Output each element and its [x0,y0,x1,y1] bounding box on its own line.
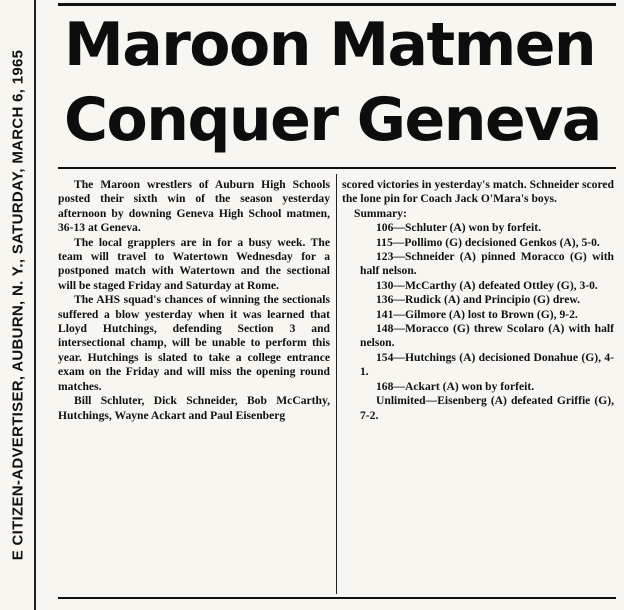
summary-entry: 123—Schneider (A) pinned Moracco (G) with half nelson. [360,250,614,278]
summary-entry: Unlimited—Eisenberg (A) defeated Griffie (G), 7-2. [360,394,614,422]
article-column-left [58,178,330,423]
headline-line-1: Maroon Matmen [64,10,596,80]
body-paragraph: scored victories in yesterday's match. Schneider scored the lone pin for Coach Jack O'Mara's boys. [342,178,614,206]
page-margin-strip [0,0,36,610]
headline-line-2: Conquer Geneva [64,85,601,155]
summary-entry: 130—McCarthy (A) defeated Ottley (G), 3-0. [376,278,598,292]
newspaper-dateline: E CITIZEN-ADVERTISER, AUBURN, N. Y., SATURDAY, MARCH 6, 1965 [9,49,27,561]
body-paragraph: The AHS squad's chances of winning the sectionals suffered a blow yesterday when it was learned that Lloyd Hutchings, defending Section 3 and intersectional champ, will be unable to perform this year. Hutchings is slated to take a college entrance exam on the Friday and will miss the opening round matches. [58,293,330,393]
summary-entry: 115—Pollimo (G) decisioned Genkos (A), 5-0. [376,235,600,249]
bottom-rule [58,597,616,599]
summary-entry: 154—Hutchings (A) decisioned Donahue (G), 4-1. [360,350,614,379]
summary-entry: 136—Rudick (A) and Principio (G) drew. [376,293,580,307]
body-paragraph: The Maroon wrestlers of Auburn High Schools posted their sixth win of the season yesterday afternoon by downing Geneva High School matmen, 36-13 at Geneva. [58,178,330,235]
headline-rule [58,167,616,169]
column-divider [336,174,337,594]
article-column-right [342,178,614,423]
summary-heading: Summary: [354,206,407,220]
summary-entry: 106—Schluter (A) won by forfeit. [376,221,541,235]
top-rule [58,3,616,6]
summary-entry: 148—Moracco (G) threw Scolaro (A) with half nelson. [360,322,614,350]
body-paragraph: The local grapplers are in for a busy week. The team will travel to Watertown Wednesday for a postponed match with Watertown and the sectional will be staged Friday and Saturday at Rome. [58,235,330,292]
headline [64,8,616,158]
body-paragraph: Bill Schluter, Dick Schneider, Bob McCarthy, Hutchings, Wayne Ackart and Paul Eisenberg [58,394,330,422]
news-article [58,0,616,610]
summary-entry: 168—Ackart (A) won by forfeit. [376,379,535,393]
summary-list [342,221,614,423]
summary-entry: 141—Gilmore (A) lost to Brown (G), 9-2. [376,307,578,321]
